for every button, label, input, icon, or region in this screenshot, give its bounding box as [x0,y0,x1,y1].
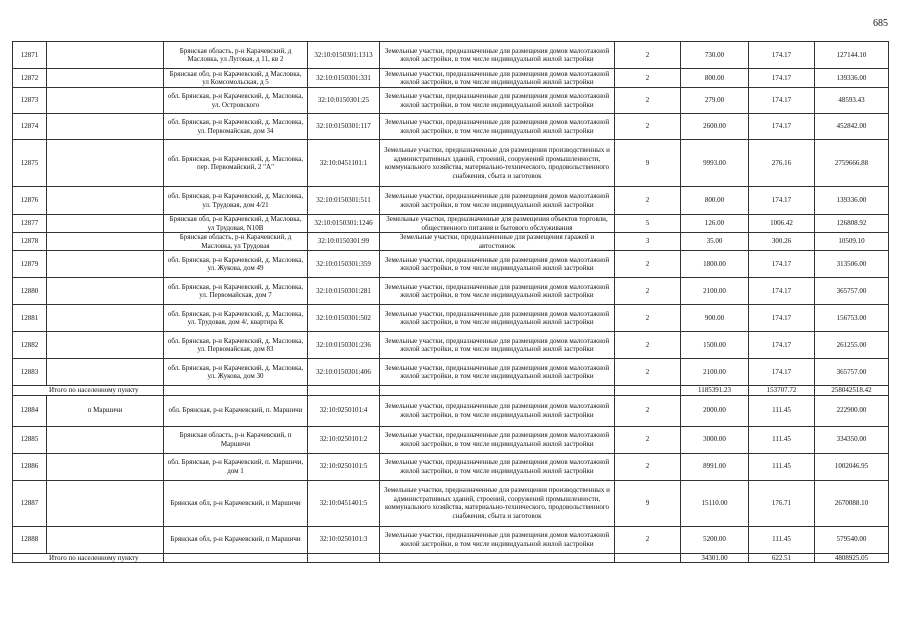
cadastral-value-cell: 139336.00 [815,69,889,88]
use-group-number: 2 [615,359,681,386]
cadastral-number: 32:10:0150301:511 [308,187,380,215]
cadastral-value-cell: 365757.00 [815,278,889,305]
total-rate: 153707.72 [749,386,815,396]
land-plot-register-table [12,41,889,563]
address-cell: Брянская обл, р-н Карачевский, п Маршичи [164,526,308,553]
cadastral-number: 32:10:0250101:5 [308,453,380,480]
area-cell: 2600.00 [681,114,749,140]
address-cell: Брянская обл, р-н Карачевский, п Маршичи [164,480,308,526]
locality-name [47,114,164,140]
total-empty-cell [164,386,308,396]
table-row [13,251,889,278]
address-cell: обл. Брянская, р-н Карачевский, д. Масловка, ул. Островского [164,88,308,114]
use-group-number: 2 [615,114,681,140]
total-empty-cell [615,386,681,396]
cadastral-number: 32:10:0250101:3 [308,526,380,553]
locality-name [47,42,164,69]
land-use-cell: Земельные участки, предназначенные для размещения домов малоэтажной жилой застройки, в том числе индивидуальной жилой застройки [380,453,615,480]
area-cell: 800.00 [681,187,749,215]
address-cell: обл. Брянская, р-н Карачевский, д. Масловка, ул. Жукова, дом 30 [164,359,308,386]
row-number: 12876 [13,187,47,215]
locality-name [47,69,164,88]
use-group-number: 2 [615,69,681,88]
cadastral-number: 32:10:0451101:1 [308,140,380,187]
rate-cell: 174.17 [749,42,815,69]
register-body [13,42,889,563]
row-number: 12871 [13,42,47,69]
area-cell: 730.00 [681,42,749,69]
rate-cell: 174.17 [749,114,815,140]
cadastral-value-cell: 452842.00 [815,114,889,140]
table-row [13,453,889,480]
table-row [13,332,889,359]
rate-cell: 1006.42 [749,215,815,233]
row-number: 12875 [13,140,47,187]
row-number: 12878 [13,233,47,251]
row-number: 12883 [13,359,47,386]
use-group-number: 2 [615,426,681,453]
address-cell: обл. Брянская, р-н Карачевский, д. Масловка, ул. Трудовая, дом 4/, квартира К [164,305,308,332]
use-group-number: 2 [615,305,681,332]
cadastral-value-cell: 139336.00 [815,187,889,215]
land-use-cell: Земельные участки, предназначенные для размещения домов малоэтажной жилой застройки, в том числе индивидуальной жилой застройки [380,251,615,278]
total-empty-cell [308,386,380,396]
land-use-cell: Земельные участки, предназначенные для размещения домов малоэтажной жилой застройки, в том числе индивидуальной жилой застройки [380,42,615,69]
use-group-number: 2 [615,42,681,69]
rate-cell: 174.17 [749,305,815,332]
locality-name [47,453,164,480]
area-cell: 279.00 [681,88,749,114]
locality-name [47,278,164,305]
area-cell: 15110.00 [681,480,749,526]
address-cell: обл. Брянская, р-н Карачевский, д. Масловка, пер. Первомайский, 2 "А" [164,140,308,187]
table-row [13,114,889,140]
table-row [13,395,889,426]
total-empty-cell [308,553,380,563]
total-empty-cell [164,553,308,563]
use-group-number: 5 [615,215,681,233]
use-group-number: 2 [615,526,681,553]
area-cell: 3000.00 [681,426,749,453]
cadastral-number: 32:10:0150301:1246 [308,215,380,233]
address-cell: обл. Брянская, р-н Карачевский, д. Масловка, ул. Трудовая, дом 4/21 [164,187,308,215]
table-row [13,480,889,526]
cadastral-value-cell: 2670088.10 [815,480,889,526]
cadastral-number: 32:10:0150301:117 [308,114,380,140]
table-row [13,215,889,233]
cadastral-value-cell: 222900.00 [815,395,889,426]
rate-cell: 174.17 [749,332,815,359]
locality-name [47,140,164,187]
cadastral-value-cell: 313506.00 [815,251,889,278]
total-value: 4808925.05 [815,553,889,563]
area-cell: 126.00 [681,215,749,233]
area-cell: 800.00 [681,69,749,88]
table-row [13,278,889,305]
total-area: 1185391.23 [681,386,749,396]
cadastral-number: 32:10:0150301:359 [308,251,380,278]
area-cell: 2000.00 [681,395,749,426]
locality-name [47,426,164,453]
row-number: 12873 [13,88,47,114]
cadastral-number: 32:10:0250101:4 [308,395,380,426]
use-group-number: 2 [615,88,681,114]
address-cell: обл. Брянская, р-н Карачевский, п. Маршичи [164,395,308,426]
locality-name [47,480,164,526]
cadastral-value-cell: 334350.00 [815,426,889,453]
locality-name: п Маршичи [47,395,164,426]
cadastral-value-cell: 127144.10 [815,42,889,69]
table-row [13,69,889,88]
table-row [13,426,889,453]
area-cell: 9993.00 [681,140,749,187]
page-number: 685 [873,18,888,29]
cadastral-value-cell: 2759666.88 [815,140,889,187]
land-use-cell: Земельные участки, предназначенные для размещения домов малоэтажной жилой застройки, в том числе индивидуальной жилой застройки [380,395,615,426]
cadastral-value-cell: 365757.00 [815,359,889,386]
row-number: 12881 [13,305,47,332]
address-cell: обл. Брянская, р-н Карачевский, д. Масловка, ул. Первомайская, дом 7 [164,278,308,305]
rate-cell: 111.45 [749,426,815,453]
use-group-number: 2 [615,187,681,215]
land-use-cell: Земельные участки, предназначенные для размещения домов малоэтажной жилой застройки, в том числе индивидуальной жилой застройки [380,305,615,332]
cadastral-number: 32:10:0150301:281 [308,278,380,305]
cadastral-value-cell: 126808.92 [815,215,889,233]
rate-cell: 111.45 [749,395,815,426]
cadastral-value-cell: 156753.00 [815,305,889,332]
row-number: 12880 [13,278,47,305]
table-row [13,526,889,553]
locality-name [47,215,164,233]
cadastral-number: 32:10:0150301:406 [308,359,380,386]
address-cell: Брянская область, р-н Карачевский, д Масловка, ул Трудовая [164,233,308,251]
row-number: 12887 [13,480,47,526]
use-group-number: 2 [615,278,681,305]
row-number: 12888 [13,526,47,553]
total-area: 34301.00 [681,553,749,563]
use-group-number: 2 [615,332,681,359]
land-use-cell: Земельные участки, предназначенные для размещения домов малоэтажной жилой застройки, в том числе индивидуальной жилой застройки [380,114,615,140]
table-row [13,42,889,69]
area-cell: 5200.00 [681,526,749,553]
area-cell: 1500.00 [681,332,749,359]
rate-cell: 174.17 [749,278,815,305]
rate-cell: 111.45 [749,453,815,480]
cadastral-value-cell: 10509.10 [815,233,889,251]
rate-cell: 174.17 [749,187,815,215]
land-use-cell: Земельные участки, предназначенные для размещения производственных и административных зданий, строений, сооружений промышленности, коммунального хозяйства, материально-технического, продовольственного снабжения, сбыта и заготовок [380,480,615,526]
table-row [13,233,889,251]
area-cell: 900.00 [681,305,749,332]
total-empty-cell [615,553,681,563]
address-cell: обл. Брянская, р-н Карачевский, п. Маршичи, дом 1 [164,453,308,480]
cadastral-number: 32:10:0150301:1313 [308,42,380,69]
use-group-number: 2 [615,251,681,278]
area-cell: 2100.00 [681,278,749,305]
row-number: 12886 [13,453,47,480]
locality-name [47,359,164,386]
use-group-number: 9 [615,480,681,526]
locality-name [47,305,164,332]
table-row [13,305,889,332]
address-cell: Брянская область, р-н Карачевский, п Маршичи [164,426,308,453]
area-cell: 35.00 [681,233,749,251]
table-row [13,140,889,187]
land-use-cell: Земельные участки, предназначенные для размещения домов малоэтажной жилой застройки, в том числе индивидуальной жилой застройки [380,88,615,114]
area-cell: 8991.00 [681,453,749,480]
use-group-number: 2 [615,395,681,426]
land-use-cell: Земельные участки, предназначенные для размещения гаражей и автостоянок [380,233,615,251]
locality-name [47,233,164,251]
address-cell: Брянская обл, р-н Карачевский, д Масловка, ул Комсомольская, д 5 [164,69,308,88]
locality-name [47,88,164,114]
row-number: 12885 [13,426,47,453]
locality-name [47,332,164,359]
table-row [13,88,889,114]
cadastral-value-cell: 48593.43 [815,88,889,114]
land-use-cell: Земельные участки, предназначенные для размещения домов малоэтажной жилой застройки, в том числе индивидуальной жилой застройки [380,359,615,386]
land-use-cell: Земельные участки, предназначенные для размещения производственных и административных зданий, строений, сооружений промышленности, коммунального хозяйства, материально-технического, продовольственного снабжения, сбыта и заготовок [380,140,615,187]
land-use-cell: Земельные участки, предназначенные для размещения домов малоэтажной жилой застройки, в том числе индивидуальной жилой застройки [380,278,615,305]
row-number: 12874 [13,114,47,140]
row-number: 12882 [13,332,47,359]
rate-cell: 174.17 [749,69,815,88]
cadastral-number: 32:10:0150301:25 [308,88,380,114]
land-use-cell: Земельные участки, предназначенные для размещения объектов торговли, общественного питания и бытового обслуживания [380,215,615,233]
rate-cell: 174.17 [749,359,815,386]
use-group-number: 9 [615,140,681,187]
address-cell: Брянская обл, р-н Карачевский, д Масловка, ул Трудовая, N10В [164,215,308,233]
locality-total-row [13,386,889,396]
land-use-cell: Земельные участки, предназначенные для размещения домов малоэтажной жилой застройки, в том числе индивидуальной жилой застройки [380,187,615,215]
cadastral-number: 32:10:0150301:502 [308,305,380,332]
rate-cell: 111.45 [749,526,815,553]
land-use-cell: Земельные участки, предназначенные для размещения домов малоэтажной жилой застройки, в том числе индивидуальной жилой застройки [380,526,615,553]
total-rate: 622.51 [749,553,815,563]
cadastral-number: 32:10:0250101:2 [308,426,380,453]
table-row [13,359,889,386]
rate-cell: 300.26 [749,233,815,251]
rate-cell: 174.17 [749,251,815,278]
cadastral-value-cell: 261255.00 [815,332,889,359]
row-number: 12884 [13,395,47,426]
total-empty-cell [380,386,615,396]
cadastral-value-cell: 1002046.95 [815,453,889,480]
locality-name [47,251,164,278]
land-use-cell: Земельные участки, предназначенные для размещения домов малоэтажной жилой застройки, в том числе индивидуальной жилой застройки [380,426,615,453]
total-value: 258042518.42 [815,386,889,396]
table-row [13,187,889,215]
rate-cell: 174.17 [749,88,815,114]
land-use-cell: Земельные участки, предназначенные для размещения домов малоэтажной жилой застройки, в том числе индивидуальной жилой застройки [380,332,615,359]
use-group-number: 3 [615,233,681,251]
total-label: Итого по населенному пункту [13,386,164,396]
cadastral-number: 32:10:0150301:236 [308,332,380,359]
address-cell: обл. Брянская, р-н Карачевский, д. Масловка, ул. Первомайская, дом 83 [164,332,308,359]
rate-cell: 276.16 [749,140,815,187]
locality-name [47,526,164,553]
address-cell: обл. Брянская, р-н Карачевский, д. Масловка, ул. Первомайская, дом 34 [164,114,308,140]
cadastral-number: 32:10:0150301:331 [308,69,380,88]
row-number: 12872 [13,69,47,88]
total-empty-cell [380,553,615,563]
total-label: Итого по населенному пункту [13,553,164,563]
locality-name [47,187,164,215]
row-number: 12877 [13,215,47,233]
land-use-cell: Земельные участки, предназначенные для размещения домов малоэтажной жилой застройки, в том числе индивидуальной жилой застройки [380,69,615,88]
cadastral-number: 32:10:0451401:5 [308,480,380,526]
area-cell: 2100.00 [681,359,749,386]
use-group-number: 2 [615,453,681,480]
rate-cell: 176.71 [749,480,815,526]
cadastral-number: 32:10:0150301:99 [308,233,380,251]
locality-total-row [13,553,889,563]
address-cell: обл. Брянская, р-н Карачевский, д. Масловка, ул. Жукова, дом 49 [164,251,308,278]
area-cell: 1800.00 [681,251,749,278]
row-number: 12879 [13,251,47,278]
cadastral-value-cell: 579540.00 [815,526,889,553]
address-cell: Брянская область, р-н Карачевский, д Масловка, ул Луговая, д 11, кв 2 [164,42,308,69]
